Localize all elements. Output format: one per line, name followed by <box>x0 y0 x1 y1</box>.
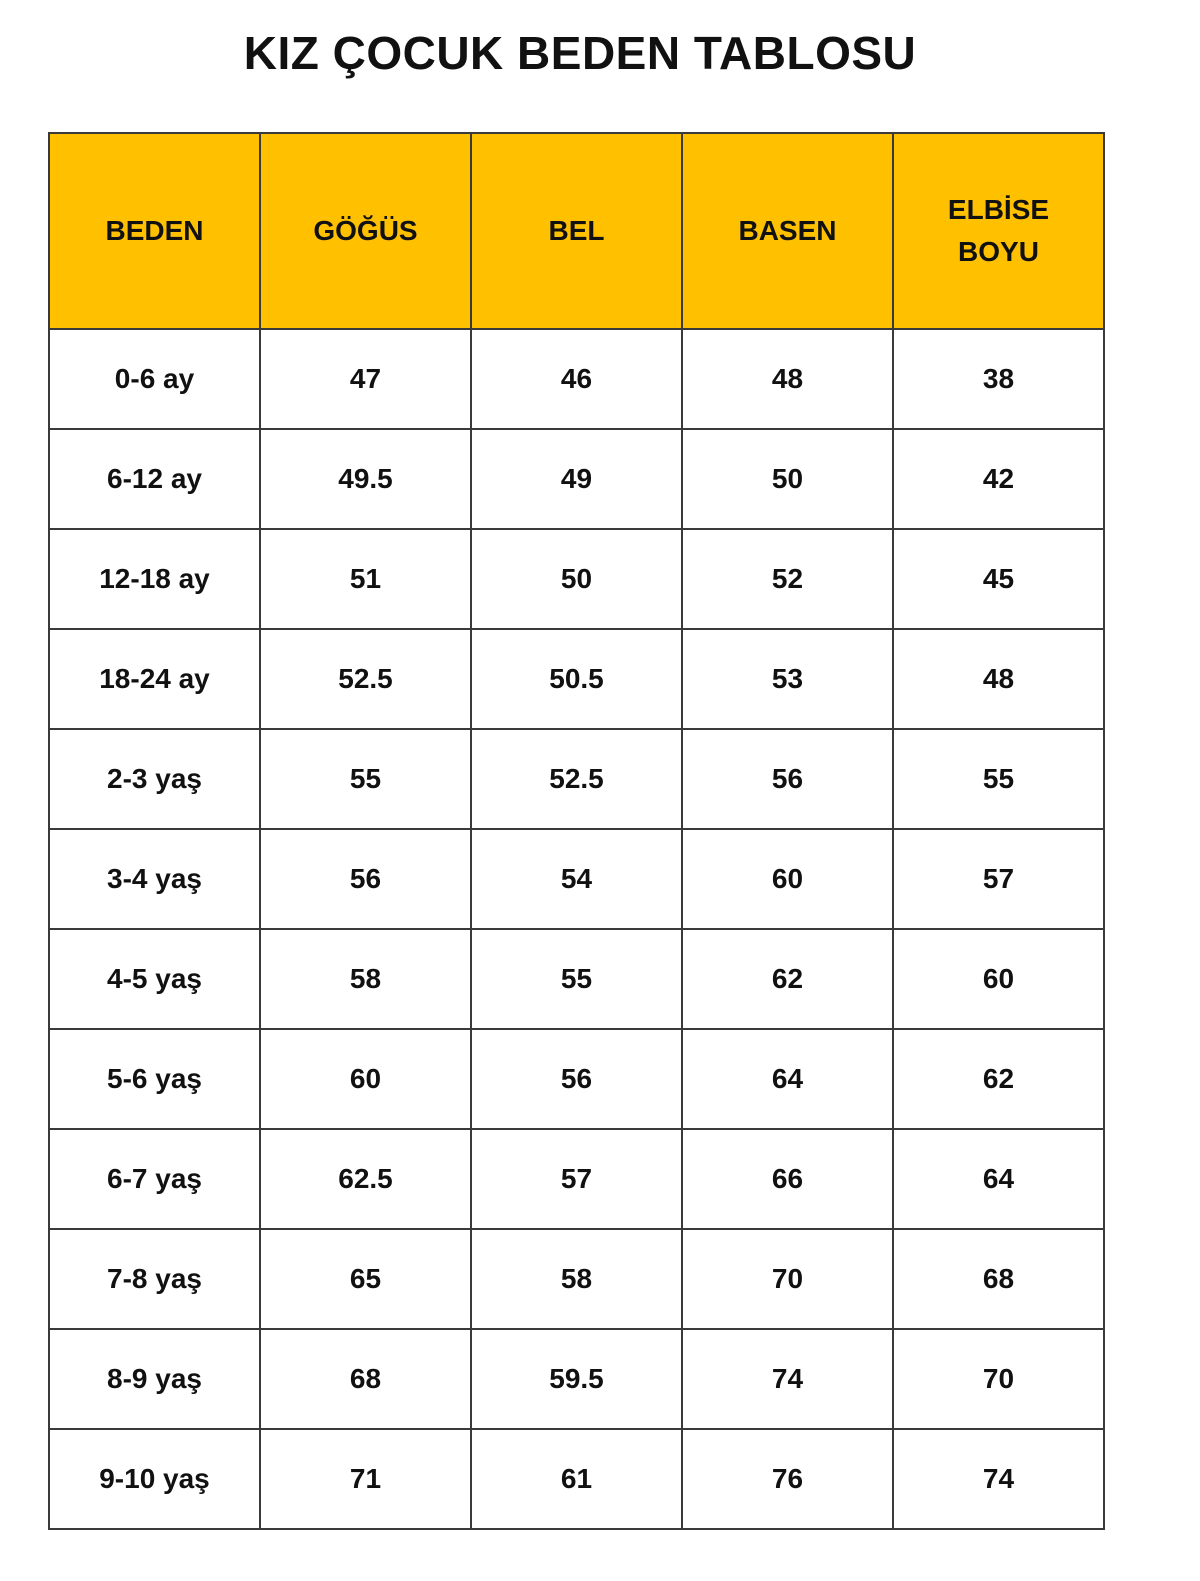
cell-dress-length: 68 <box>893 1229 1104 1329</box>
table-header <box>49 133 1104 329</box>
cell-chest: 55 <box>260 729 471 829</box>
table-row <box>49 1029 1104 1129</box>
header-row <box>49 133 1104 329</box>
cell-waist: 61 <box>471 1429 682 1529</box>
cell-hip: 74 <box>682 1329 893 1429</box>
cell-hip: 52 <box>682 529 893 629</box>
cell-chest: 58 <box>260 929 471 1029</box>
table-row <box>49 529 1104 629</box>
cell-dress-length: 48 <box>893 629 1104 729</box>
header-cell-elbise-boyu <box>893 133 1104 329</box>
cell-hip: 50 <box>682 429 893 529</box>
cell-chest: 65 <box>260 1229 471 1329</box>
table-row <box>49 929 1104 1029</box>
cell-hip: 70 <box>682 1229 893 1329</box>
cell-hip: 48 <box>682 329 893 429</box>
cell-chest: 62.5 <box>260 1129 471 1229</box>
cell-waist: 56 <box>471 1029 682 1129</box>
cell-hip: 56 <box>682 729 893 829</box>
cell-waist: 57 <box>471 1129 682 1229</box>
table-row <box>49 1129 1104 1229</box>
cell-dress-length: 57 <box>893 829 1104 929</box>
cell-chest: 49.5 <box>260 429 471 529</box>
cell-size: 6-7 yaş <box>49 1129 260 1229</box>
cell-waist: 50 <box>471 529 682 629</box>
table-row <box>49 829 1104 929</box>
cell-dress-length: 42 <box>893 429 1104 529</box>
cell-chest: 51 <box>260 529 471 629</box>
cell-chest: 68 <box>260 1329 471 1429</box>
header-cell-beden <box>49 133 260 329</box>
cell-dress-length: 70 <box>893 1329 1104 1429</box>
cell-hip: 76 <box>682 1429 893 1529</box>
table-row <box>49 1429 1104 1529</box>
cell-hip: 53 <box>682 629 893 729</box>
cell-hip: 64 <box>682 1029 893 1129</box>
cell-size: 5-6 yaş <box>49 1029 260 1129</box>
header-label: ELBİSE <box>947 194 1050 225</box>
cell-waist: 58 <box>471 1229 682 1329</box>
size-chart-table <box>48 132 1105 1530</box>
header-label: BEDEN <box>105 215 204 246</box>
cell-chest: 47 <box>260 329 471 429</box>
cell-size: 6-12 ay <box>49 429 260 529</box>
cell-waist: 59.5 <box>471 1329 682 1429</box>
header-cell-bel <box>471 133 682 329</box>
table-row <box>49 329 1104 429</box>
cell-size: 2-3 yaş <box>49 729 260 829</box>
table-body <box>49 329 1104 1529</box>
cell-size: 0-6 ay <box>49 329 260 429</box>
table-row <box>49 1229 1104 1329</box>
header-label: BOYU <box>958 236 1039 267</box>
header-label: GÖĞÜS <box>313 215 418 246</box>
cell-hip: 60 <box>682 829 893 929</box>
cell-size: 7-8 yaş <box>49 1229 260 1329</box>
table-row <box>49 429 1104 529</box>
cell-dress-length: 60 <box>893 929 1104 1029</box>
table-row <box>49 1329 1104 1429</box>
cell-size: 9-10 yaş <box>49 1429 260 1529</box>
cell-chest: 52.5 <box>260 629 471 729</box>
cell-chest: 60 <box>260 1029 471 1129</box>
cell-waist: 54 <box>471 829 682 929</box>
cell-chest: 56 <box>260 829 471 929</box>
cell-dress-length: 62 <box>893 1029 1104 1129</box>
cell-size: 8-9 yaş <box>49 1329 260 1429</box>
cell-waist: 49 <box>471 429 682 529</box>
cell-dress-length: 64 <box>893 1129 1104 1229</box>
table-row <box>49 729 1104 829</box>
cell-waist: 55 <box>471 929 682 1029</box>
cell-chest: 71 <box>260 1429 471 1529</box>
cell-dress-length: 55 <box>893 729 1104 829</box>
cell-size: 3-4 yaş <box>49 829 260 929</box>
header-cell-basen <box>682 133 893 329</box>
cell-waist: 52.5 <box>471 729 682 829</box>
page-title: KIZ ÇOCUK BEDEN TABLOSU <box>243 27 917 79</box>
header-label: BASEN <box>738 215 837 246</box>
table-row <box>49 629 1104 729</box>
cell-dress-length: 45 <box>893 529 1104 629</box>
cell-hip: 62 <box>682 929 893 1029</box>
cell-size: 18-24 ay <box>49 629 260 729</box>
cell-dress-length: 38 <box>893 329 1104 429</box>
header-cell-gogus <box>260 133 471 329</box>
cell-waist: 46 <box>471 329 682 429</box>
cell-dress-length: 74 <box>893 1429 1104 1529</box>
cell-size: 4-5 yaş <box>49 929 260 1029</box>
cell-hip: 66 <box>682 1129 893 1229</box>
header-label: BEL <box>548 215 605 246</box>
cell-size: 12-18 ay <box>49 529 260 629</box>
cell-waist: 50.5 <box>471 629 682 729</box>
